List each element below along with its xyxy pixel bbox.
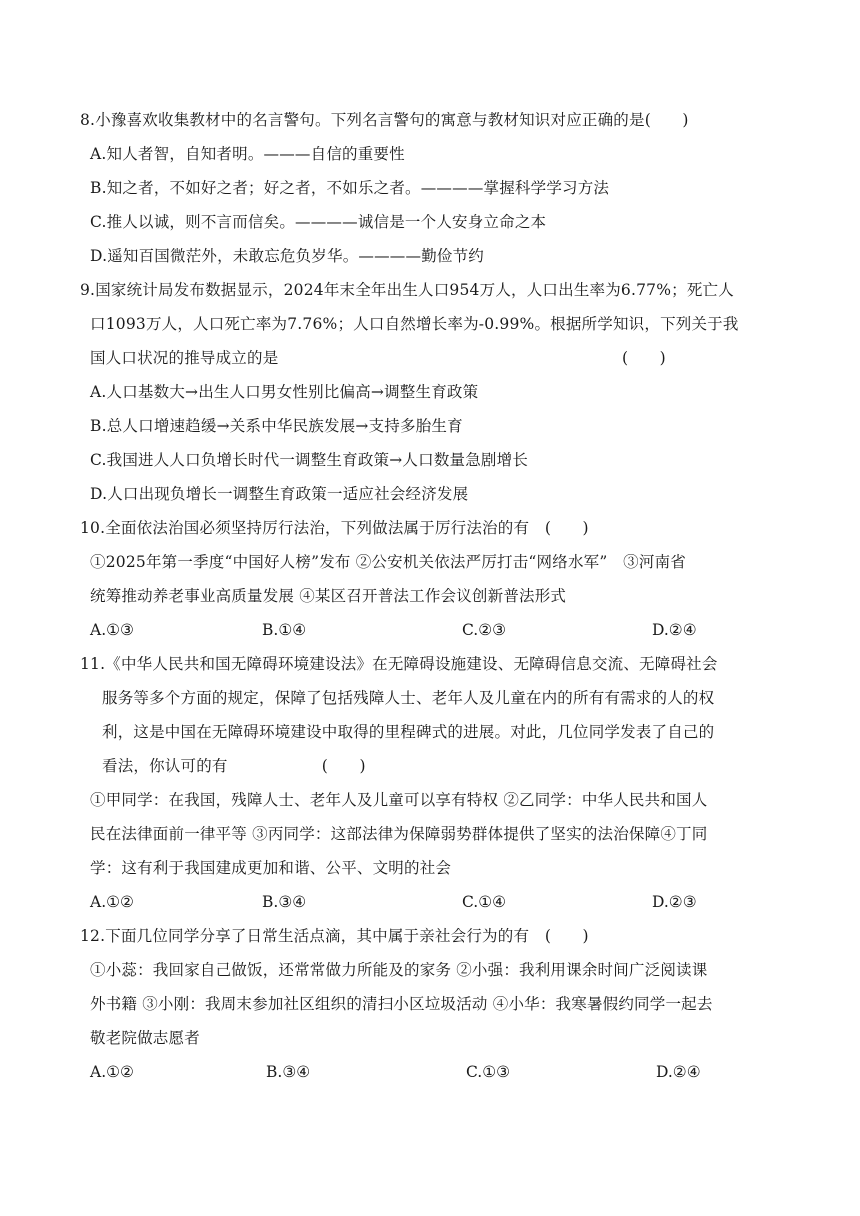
question-11-items-line-3: 学：这有利于我国建成更加和谐、公平、文明的社会 [90,859,452,877]
question-9-stem-line-2: 口1093万人，人口死亡率为7.76%；人口自然增长率为-0.99%。根据所学知识，下列关于我 [90,315,739,333]
question-9-option-d: D.人口出现负增长一调整生育政策一适应社会经济发展 [90,485,469,503]
question-10-option-b: B.①④ [262,621,307,639]
question-12-items-line-2: 外书籍 ③小刚：我周末参加社区组织的清扫小区垃圾活动 ④小华：我寒暑假约同学一起去 [90,995,713,1013]
question-8-option-c: C.推人以诚，则不言而信矣。————诚信是一个人安身立命之本 [90,213,547,231]
question-11-stem-line-4: 看法，你认可的有 ( ) [102,757,366,775]
question-9-option-a: A.人口基数大→出生人口男女性别比偏高→调整生育政策 [90,383,479,401]
question-12-option-c: C.①③ [466,1063,511,1081]
question-10-items-line-2: 统筹推动养老事业高质量发展 ④某区召开普法工作会议创新普法形式 [90,587,567,605]
question-8-option-b: B.知之者，不如好之者；好之者，不如乐之者。————掌握科学学习方法 [90,179,610,197]
question-8-option-a: A.知人者智，自知者明。———自信的重要性 [90,145,405,163]
question-11-option-d: D.②③ [652,893,697,911]
question-9-option-c: C.我国进人人口负增长时代一调整生育政策→人口数量急剧增长 [90,451,529,469]
question-9-answer-bracket: ( ) [622,349,666,367]
question-11-stem-line-3: 利，这是中国在无障碍环境建设中取得的里程碑式的进展。对此，几位同学发表了自己的 [102,723,715,741]
question-8-stem: 8.小豫喜欢收集教材中的名言警句。下列名言警句的寓意与教材知识对应正确的是( ) [80,111,689,129]
question-8-option-d: D.遥知百国微茫外，未敢忘危负岁华。————勤俭节约 [90,247,485,265]
question-12-items-line-3: 敬老院做志愿者 [90,1029,200,1047]
question-11-option-a: A.①② [90,893,134,911]
question-9-option-b: B.总人口增速趋缓→关系中华民族发展→支持多胎生育 [90,417,463,435]
question-11-items-line-2: 民在法律面前一律平等 ③丙同学：这部法律为保障弱势群体提供了坚实的法治保障④丁同 [90,825,708,843]
question-11-option-b: B.③④ [262,893,307,911]
question-12-option-b: B.③④ [266,1063,311,1081]
question-12-items-line-1: ①小蕊：我回家自己做饭，还常常做力所能及的家务 ②小强：我利用课余时间广泛阅读课 [90,961,708,979]
question-10-stem: 10.全面依法治国必须坚持厉行法治，下列做法属于厉行法治的有 ( ) [80,519,589,537]
question-10-option-c: C.②③ [462,621,507,639]
question-11-stem-line-2: 服务等多个方面的规定，保障了包括残障人士、老年人及儿童在内的所有有需求的人的权 [102,689,715,707]
question-9-stem-line-1: 9.国家统计局发布数据显示，2024年末全年出生人口954万人，人口出生率为6.77%；死亡人 [80,281,734,299]
question-12-option-d: D.②④ [656,1063,701,1081]
question-12-stem: 12.下面几位同学分享了日常生活点滴，其中属于亲社会行为的有 ( ) [80,927,589,945]
question-11-items-line-1: ①甲同学：在我国，残障人士、老年人及儿童可以享有特权 ②乙同学：中华人民共和国人 [90,791,708,809]
question-10-option-d: D.②④ [652,621,697,639]
question-11-stem-line-1: 11.《中华人民共和国无障碍环境建设法》在无障碍设施建设、无障碍信息交流、无障碍社会 [80,655,718,673]
question-12-option-a: A.①② [90,1063,134,1081]
question-10-items-line-1: ①2025年第一季度“中国好人榜”发布 ②公安机关依法严厉打击“网络水军” ③河南省 [90,553,686,571]
question-11-option-c: C.①④ [462,893,507,911]
question-10-option-a: A.①③ [90,621,134,639]
question-9-stem-line-3: 国人口状况的推导成立的是 [90,349,279,367]
